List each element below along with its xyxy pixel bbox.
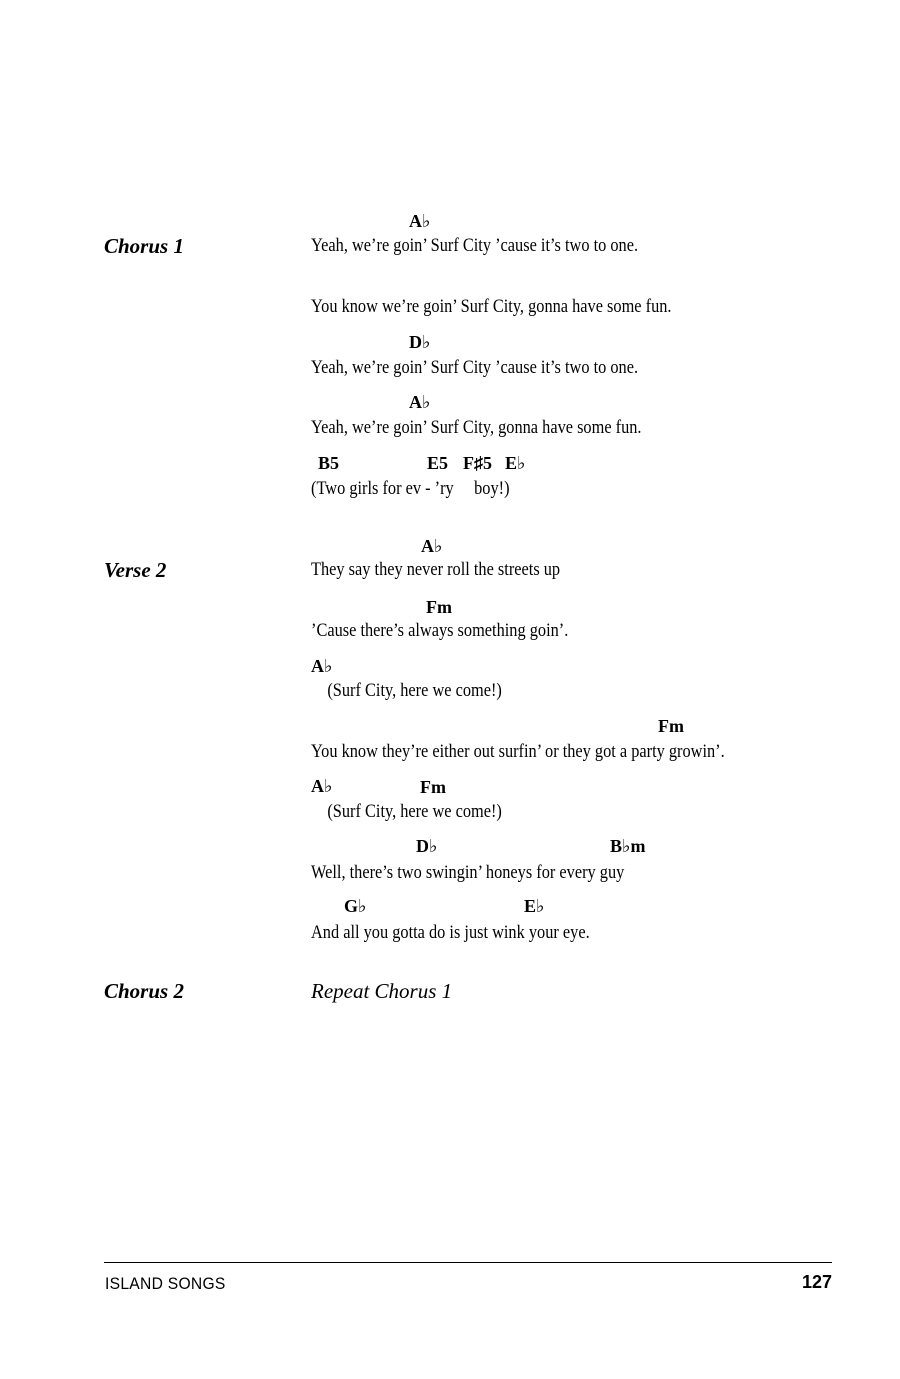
lyric-line: And all you gotta do is just wink your eye. bbox=[311, 922, 590, 943]
lyric-line: Well, there’s two swingin’ honeys for every guy bbox=[311, 862, 625, 883]
chord: A♭ bbox=[311, 776, 333, 796]
lyric-line: You know we’re goin’ Surf City, gonna have some fun. bbox=[311, 296, 672, 317]
chord: Fm bbox=[420, 777, 446, 797]
footer-divider bbox=[104, 1262, 832, 1263]
lyric-line: Yeah, we’re goin’ Surf City, gonna have some fun. bbox=[311, 417, 642, 438]
lyric-line: ’Cause there’s always something goin’. bbox=[311, 620, 569, 641]
chord: A♭ bbox=[409, 211, 431, 231]
chord: E♭ bbox=[524, 896, 545, 916]
section-label-verse-2: Verse 2 bbox=[104, 558, 167, 582]
footer-page-number: 127 bbox=[801, 1272, 832, 1292]
chord: A♭ bbox=[421, 536, 443, 556]
lyric-line: (Two girls for ev - ’ry boy!) bbox=[311, 478, 510, 499]
repeat-instruction: Repeat Chorus 1 bbox=[311, 979, 453, 1003]
footer-book-title: ISLAND SONGS bbox=[105, 1274, 226, 1293]
lyric-line: Yeah, we’re goin’ Surf City ’cause it’s two to one. bbox=[311, 235, 639, 256]
chord: E♭ bbox=[505, 453, 526, 473]
chord: B5 bbox=[318, 453, 340, 473]
chord: A♭ bbox=[409, 392, 431, 412]
lyric-line: They say they never roll the streets up bbox=[311, 559, 561, 580]
lyric-line: Yeah, we’re goin’ Surf City ’cause it’s two to one. bbox=[311, 357, 639, 378]
chord: D♭ bbox=[409, 332, 431, 352]
chord: G♭ bbox=[344, 896, 367, 916]
chord: D♭ bbox=[416, 836, 438, 856]
chord: F♯5 bbox=[463, 453, 492, 473]
section-label-chorus-2: Chorus 2 bbox=[104, 979, 184, 1003]
chord: A♭ bbox=[311, 656, 333, 676]
lyric-line: (Surf City, here we come!) bbox=[311, 801, 502, 822]
chord: Fm bbox=[658, 716, 684, 736]
chord: B♭m bbox=[610, 836, 646, 856]
section-label-chorus-1: Chorus 1 bbox=[104, 234, 184, 258]
lyric-line: (Surf City, here we come!) bbox=[311, 680, 502, 701]
chord: E5 bbox=[427, 453, 449, 473]
lyric-line: You know they’re either out surfin’ or they got a party growin’. bbox=[311, 741, 725, 762]
chord: Fm bbox=[426, 597, 452, 617]
